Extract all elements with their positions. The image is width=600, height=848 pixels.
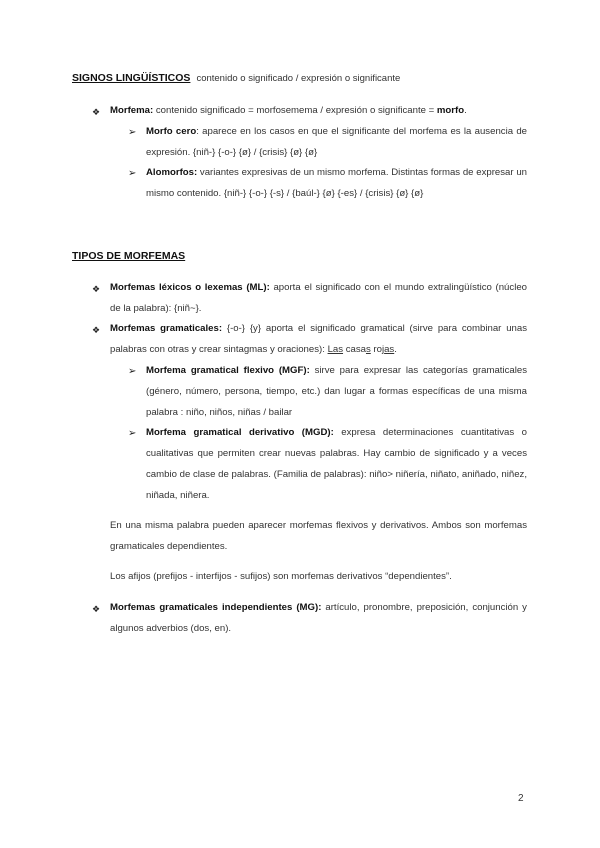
paragraph-afijos: Los afijos (prefijos - interfijos - sufijos) son morfemas derivativos “dependientes”. — [110, 571, 452, 582]
arrow-bullet-icon: ➢ — [128, 428, 137, 439]
morfema-item — [110, 100, 530, 121]
morfema-label: Morfema: — [110, 105, 154, 116]
example-word-roj: roj — [370, 344, 385, 355]
gramaticales-text: {-o-} {y} aporta el significado gramatical (sirve para combinar unas palabras con otras y crear sintagmas y oraciones): — [110, 323, 527, 355]
derivativo-text: expresa determinaciones cuantitativas o cualitativas que permiten crear nuevas palabras. Hay cambio de significado y a veces cambio de clase de palabras. (Familia de palabras): niño> niñería, niñato, aniñado, niñez, niñada, niñera. — [146, 427, 527, 501]
derivativo-item — [146, 422, 527, 506]
independientes-text: artículo, pronombre, preposición, conjunción y algunos adverbios (dos, en). — [110, 602, 527, 634]
morfo-cero-text: : aparece en los casos en que el significante del morfema es la ausencia de expresión. {niñ-} {-o-} {ø} / {crisis} {ø} {ø} — [146, 126, 527, 158]
example-suffix-as: as — [384, 344, 395, 355]
arrow-bullet-icon: ➢ — [128, 168, 137, 179]
arrow-bullet-icon: ➢ — [128, 366, 137, 377]
heading-subtitle: contenido o significado / expresión o significante — [196, 73, 401, 84]
morfema-bold-end: morfo — [436, 105, 465, 116]
lexicos-text: aporta el significado con el mundo extralingüístico (núcleo de la palabra): {niñ~}. — [110, 282, 527, 314]
example-word-las: Las — [327, 344, 344, 355]
lexicos-label: Morfemas léxicos o lexemas (ML): — [110, 282, 270, 293]
flexivo-item — [146, 360, 527, 423]
diamond-bullet-icon: ❖ — [92, 604, 101, 614]
derivativo-label: Morfema gramatical derivativo (MGD): — [146, 427, 334, 438]
section-heading-signos — [72, 72, 400, 84]
morfema-text: contenido significado = morfosemema / expresión o significante = — [155, 105, 437, 116]
diamond-bullet-icon: ❖ — [92, 325, 101, 335]
example-word-casa: casa — [343, 344, 366, 355]
section-heading-tipos — [72, 250, 185, 262]
morfo-cero-label: Morfo cero — [146, 126, 197, 137]
page-number: 2 — [518, 793, 524, 804]
diamond-bullet-icon: ❖ — [92, 284, 101, 294]
diamond-bullet-icon: ❖ — [92, 107, 101, 117]
morfo-cero-item — [146, 121, 527, 163]
gramaticales-label: Morfemas gramaticales: — [110, 323, 223, 334]
gramaticales-end: . — [394, 344, 397, 355]
flexivo-text: sirve para expresar las categorías gramaticales (género, número, persona, tiempo, etc.) dan lugar a formas específicas de una misma palabra : niño, niños, niñas / bailar — [146, 365, 527, 418]
alomorfos-label: Alomorfos: — [146, 167, 198, 178]
arrow-bullet-icon: ➢ — [128, 127, 137, 138]
heading-title: TIPOS DE MORFEMAS — [72, 250, 186, 262]
morfema-end: . — [464, 105, 467, 116]
lexicos-item — [110, 277, 527, 319]
gramaticales-item — [110, 318, 527, 360]
alomorfos-item — [146, 162, 527, 204]
heading-title: SIGNOS LINGÜÍSTICOS — [72, 72, 191, 84]
paragraph-flexivos-derivativos: En una misma palabra pueden aparecer morfemas flexivos y derivativos. Ambos son morfemas gramaticales dependientes. — [110, 520, 527, 552]
independientes-label: Morfemas gramaticales independientes (MG): — [110, 602, 322, 613]
example-suffix-s: s — [365, 344, 371, 355]
flexivo-label: Morfema gramatical flexivo (MGF): — [146, 365, 310, 376]
independientes-item — [110, 597, 527, 639]
alomorfos-text: variantes expresivas de un mismo morfema. Distintas formas de expresar un mismo contenido. {niñ-} {-o-} {-s} / {baúl-} {ø} {-es} / {crisis} {ø} {ø} — [146, 167, 527, 199]
